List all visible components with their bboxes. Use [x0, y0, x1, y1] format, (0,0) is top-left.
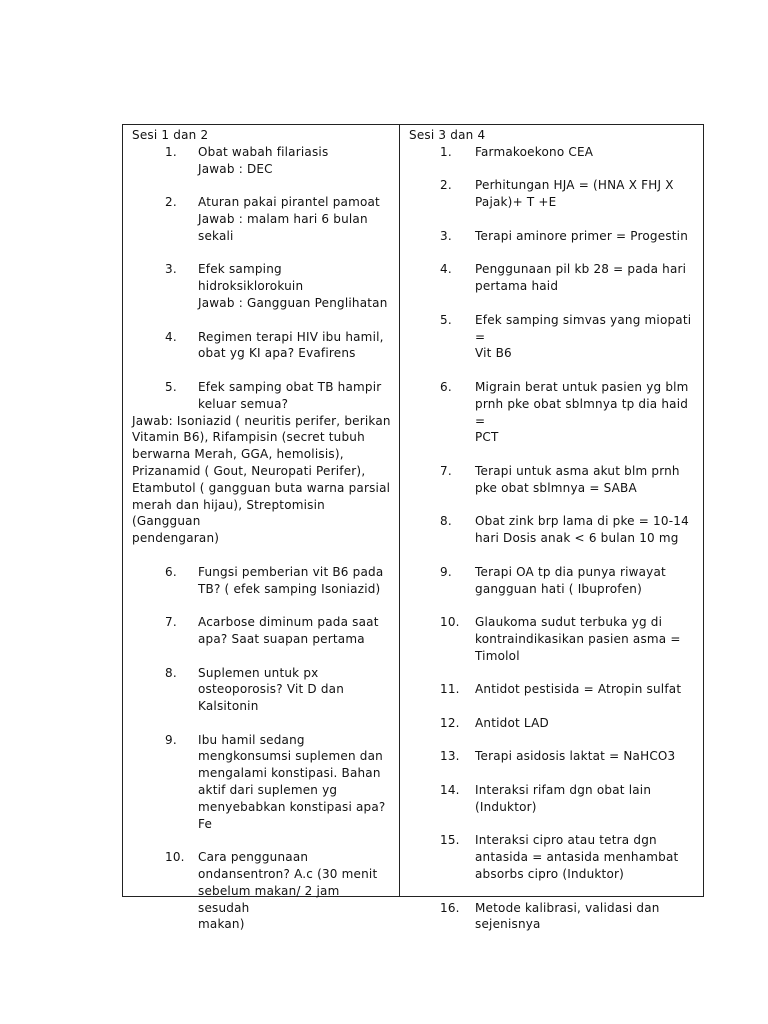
item-text-line: Penggunaan pil kb 28 = pada hari — [475, 262, 687, 277]
item-text-line: absorbs cipro (Induktor) — [475, 867, 625, 882]
item-text-line: Regimen terapi HIV ibu hamil, — [198, 329, 384, 344]
item-text-line: Interaksi rifam dgn obat lain — [475, 783, 652, 798]
left-column — [123, 125, 400, 932]
item-text-line: hari Dosis anak < 6 bulan 10 mg — [475, 531, 679, 546]
list-item — [409, 782, 695, 816]
item-number: 2. — [440, 178, 452, 193]
item-number: 16. — [440, 900, 460, 915]
item-text — [475, 900, 695, 934]
item-text-line: Terapi asidosis laktat = NaHCO3 — [475, 749, 676, 764]
item-number: 6. — [440, 379, 452, 394]
list-item — [409, 681, 695, 698]
answer-line: Vitamin B6), Rifampisin (secret tubuh — [132, 430, 365, 445]
item-text-line: Fe — [198, 816, 213, 831]
item-text-line: aktif dari suplemen yg — [198, 783, 338, 798]
item-text — [475, 513, 695, 547]
list-item — [409, 614, 695, 664]
item-number: 12. — [440, 715, 460, 730]
item-text-line: Obat zink brp lama di pke = 10-14 — [475, 514, 689, 529]
list-item — [409, 513, 695, 547]
answer-line: Etambutol ( gangguan buta warna parsial — [132, 480, 391, 495]
item-text — [198, 379, 391, 413]
item-number: 13. — [440, 749, 460, 764]
item-number: 14. — [440, 783, 460, 798]
answer-line: berwarna Merah, GGA, hemolisis), — [132, 447, 344, 462]
item-text — [475, 614, 695, 664]
item-number: 3. — [165, 262, 177, 277]
section-heading: Sesi 1 dan 2 — [132, 128, 209, 142]
item-text-line: Jawab : Gangguan Penglihatan — [198, 295, 388, 310]
list-item — [409, 379, 695, 446]
item-text — [475, 312, 695, 362]
item-text — [198, 849, 391, 933]
item-text — [475, 748, 695, 765]
list-item — [409, 228, 695, 245]
item-text-line: menyebabkan konstipasi apa? — [198, 799, 386, 814]
item-text-line: Antidot pestisida = Atropin sulfat — [475, 682, 682, 697]
item-text-line: obat yg KI apa? Evafirens — [198, 346, 356, 361]
item-text-line: Jawab : DEC — [198, 161, 273, 176]
list-item — [132, 144, 391, 178]
item-text-line: apa? Saat suapan pertama — [198, 631, 365, 646]
section-heading: Sesi 3 dan 4 — [409, 128, 486, 142]
item-text-line: Efek samping obat TB hampir — [198, 379, 382, 394]
item-text — [475, 681, 695, 698]
answer-line: Jawab: Isoniazid ( neuritis perifer, berikan — [132, 413, 391, 428]
item-text-line: keluar semua? — [198, 396, 289, 411]
answer-line: pendengaran) — [132, 531, 220, 546]
list-item — [132, 614, 391, 648]
item-number: 6. — [165, 564, 177, 579]
list-item — [409, 715, 695, 732]
item-number: 1. — [440, 144, 452, 159]
item-number: 11. — [440, 682, 460, 697]
item-text-line: mengkonsumsi suplemen dan — [198, 749, 383, 764]
list-item — [132, 194, 391, 244]
item-text-line: Obat wabah filariasis — [198, 144, 329, 159]
item-number: 2. — [165, 195, 177, 210]
item-text-line: Terapi aminore primer = Progestin — [475, 228, 689, 243]
item-text-line: Fungsi pemberian vit B6 pada — [198, 564, 384, 579]
list-item — [132, 329, 391, 363]
item-text-line: gangguan hati ( Ibuprofen) — [475, 581, 642, 596]
item-number: 10. — [165, 850, 185, 865]
item-text-line: Farmakoekono CEA — [475, 144, 594, 159]
list-item — [132, 665, 391, 715]
item-text-line: (Induktor) — [475, 799, 537, 814]
item-text — [475, 177, 695, 211]
list-item — [409, 832, 695, 882]
list-item — [409, 312, 695, 362]
item-number: 15. — [440, 833, 460, 848]
list-item — [409, 463, 695, 497]
item-text-line: Aturan pakai pirantel pamoat — [198, 195, 380, 210]
item-text-line: Efek samping simvas yang miopati = — [475, 312, 692, 344]
item-text-line: Suplemen untuk px — [198, 665, 319, 680]
item-text-line: Vit B6 — [475, 346, 512, 361]
list-item — [409, 144, 695, 161]
item-text — [475, 144, 695, 161]
item-text-line: Kalsitonin — [198, 699, 259, 714]
item-text-line: Terapi OA tp dia punya riwayat — [475, 564, 666, 579]
item-text-line: Ibu hamil sedang — [198, 732, 305, 747]
item-text-line: Terapi untuk asma akut blm prnh — [475, 463, 680, 478]
item-text-line: Antidot LAD — [475, 715, 549, 730]
list-item — [132, 849, 391, 933]
item-text-line: prnh pke obat sblmnya tp dia haid = — [475, 396, 689, 428]
item-text-line: kontraindikasikan pasien asma = — [475, 631, 681, 646]
list-item — [132, 261, 391, 311]
item-text-line: Pajak)+ T +E — [475, 195, 557, 210]
item-text-line: Timolol — [475, 648, 520, 663]
item-text — [475, 228, 695, 245]
item-text — [198, 732, 391, 833]
item-text-line: Acarbose diminum pada saat — [198, 615, 379, 630]
item-text-line: Glaukoma sudut terbuka yg di — [475, 615, 663, 630]
item-text — [475, 715, 695, 732]
item-text-line: antasida = antasida menhambat — [475, 850, 679, 865]
item-number: 5. — [440, 312, 452, 327]
item-text — [198, 329, 391, 363]
item-number: 8. — [440, 514, 452, 529]
list-item — [409, 900, 695, 934]
item-text-line: Interaksi cipro atau tetra dgn — [475, 833, 657, 848]
item-number: 7. — [165, 615, 177, 630]
item-number: 4. — [165, 329, 177, 344]
list-item — [132, 379, 391, 413]
item-number: 9. — [165, 732, 177, 747]
item-text-line: sebelum makan/ 2 jam sesudah — [198, 883, 340, 915]
list-item — [409, 261, 695, 295]
item-text — [475, 463, 695, 497]
item-text-line: Efek samping hidroksiklorokuin — [198, 262, 304, 294]
list-item — [132, 564, 391, 598]
item-text-line: mengalami konstipasi. Bahan — [198, 766, 381, 781]
right-column — [400, 125, 703, 932]
item-number: 10. — [440, 615, 460, 630]
item-text-line: osteoporosis? Vit D dan — [198, 682, 345, 697]
item-text — [475, 832, 695, 882]
item-text — [475, 564, 695, 598]
item-text-line: pertama haid — [475, 279, 559, 294]
item-text-line: makan) — [198, 917, 245, 932]
item-number: 4. — [440, 262, 452, 277]
item-text — [198, 144, 391, 178]
item-text — [475, 379, 695, 446]
item-text — [198, 194, 391, 244]
item-text — [475, 261, 695, 295]
item-number: 5. — [165, 379, 177, 394]
item-text-line: Metode kalibrasi, validasi dan — [475, 900, 660, 915]
item-text-line: pke obat sblmnya = SABA — [475, 480, 637, 495]
item-number: 1. — [165, 144, 177, 159]
item-number: 8. — [165, 665, 177, 680]
item-text-line: Perhitungan HJA = (HNA X FHJ X — [475, 178, 674, 193]
answer-line: merah dan hijau), Streptomisin (Gangguan — [132, 497, 325, 529]
item-number: 3. — [440, 228, 452, 243]
item-text — [198, 665, 391, 715]
item-text-line: sejenisnya — [475, 917, 541, 932]
item-text-line: TB? ( efek samping Isoniazid) — [198, 581, 381, 596]
list-item — [409, 177, 695, 211]
list-item — [409, 748, 695, 765]
answer-line: Prizanamid ( Gout, Neuropati Perifer), — [132, 463, 366, 478]
item-text — [475, 782, 695, 816]
item-text — [198, 261, 391, 311]
two-column-table — [122, 124, 704, 932]
list-item — [132, 732, 391, 833]
item-text — [198, 564, 391, 598]
item-text-line: Migrain berat untuk pasien yg blm — [475, 379, 689, 394]
answer-paragraph — [132, 413, 391, 547]
item-text-line: ondansentron? A.c (30 menit — [198, 867, 378, 882]
item-number: 9. — [440, 564, 452, 579]
item-text-line: Jawab : malam hari 6 bulan — [198, 211, 368, 226]
item-text-line: sekali — [198, 228, 234, 243]
list-item — [409, 564, 695, 598]
item-text — [198, 614, 391, 648]
item-text-line: PCT — [475, 430, 499, 445]
item-text-line: Cara penggunaan — [198, 850, 309, 865]
item-number: 7. — [440, 463, 452, 478]
